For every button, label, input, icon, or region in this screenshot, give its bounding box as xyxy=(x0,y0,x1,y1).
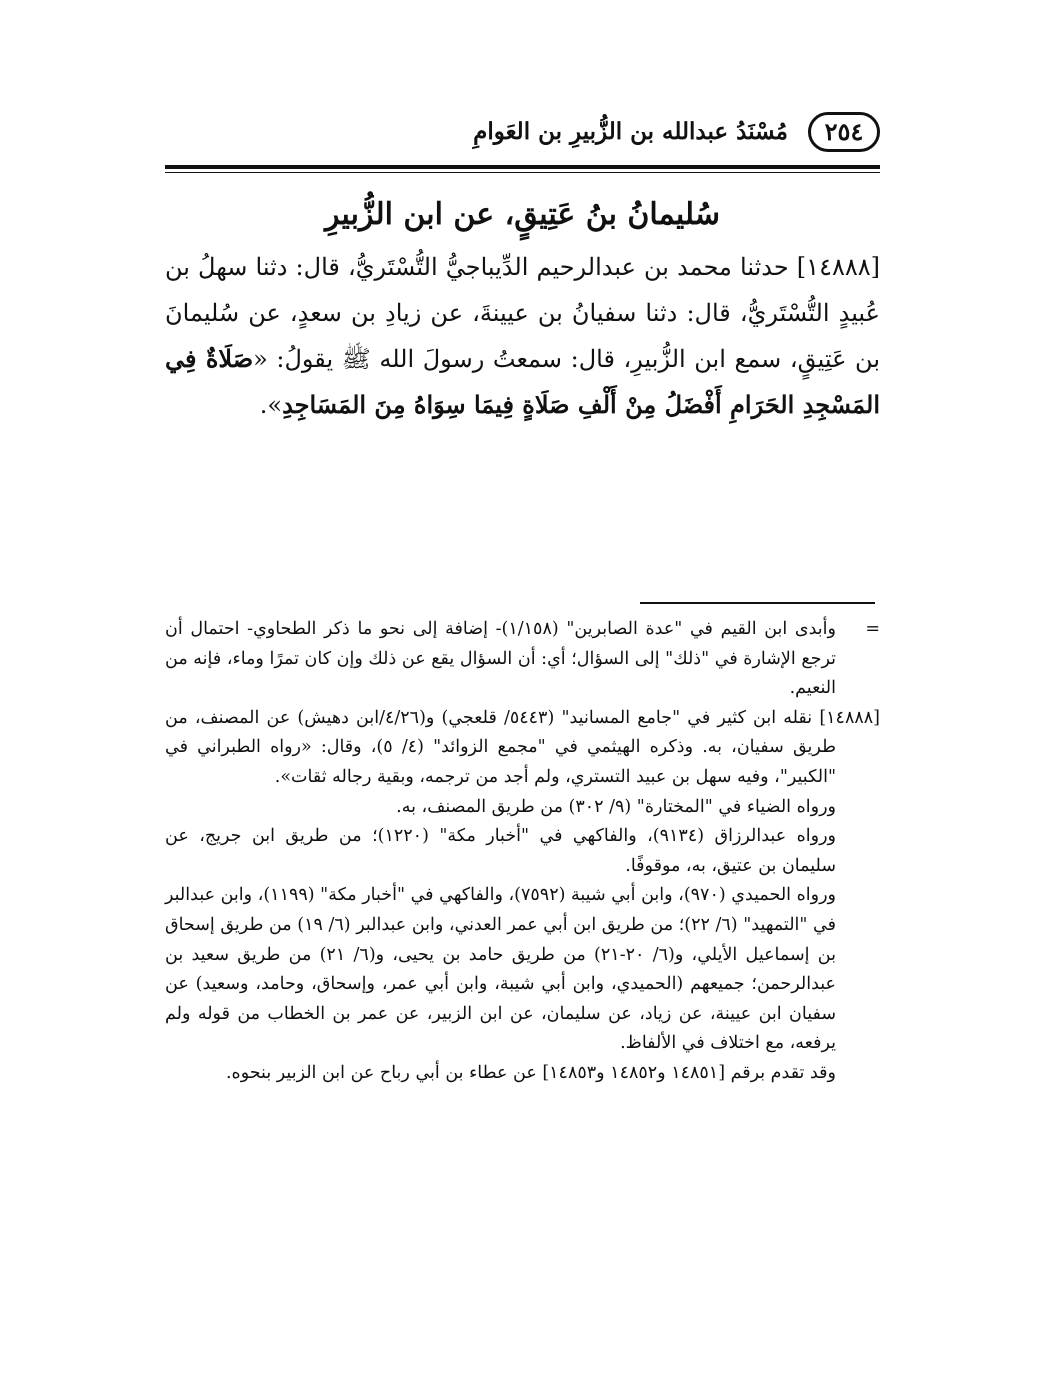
hadith-matn: صَلَاةٌ فِي المَسْجِدِ الحَرَامِ أَفْضَلُ مِنْ أَلْفِ صَلَاةٍ فِيمَا سِوَاهُ مِنَ المَسَاجِدِ xyxy=(165,344,880,419)
page-header xyxy=(165,108,880,158)
footnote-paragraph: وقد تقدم برقم [١٤٨٥١ و١٤٨٥٢ و١٤٨٥٣] عن عطاء بن أبي رباح عن ابن الزبير بنحوه. xyxy=(225,1062,836,1083)
footnote-paragraph: ورواه الضياء في "المختارة" (٩/ ٣٠٢) من طريق المصنف، به. xyxy=(396,796,836,817)
header-rule-thin xyxy=(165,172,880,173)
continuation-marker: = xyxy=(865,619,880,639)
footnote-paragraph: ورواه الحميدي (٩٧٠)، وابن أبي شيبة (٧٥٩٢)، والفاكهي في "أخبار مكة" (١١٩٩)، وابن عبدالبر في "التمهيد" (٦/ ٢٢)؛ من طريق ابن أبي عمر العدني، وابن عبدالبر (٦/ ١٩) من طريق إسحاق بن إسماعيل الأيلي، و(٦/ ٢٠-٢١) من طريق حامد بن يحيى، و(٦/ ٢١) من طريق سعيد بن عبدالرحمن؛ جميعهم (الحميدي، وابن أبي شيبة، وابن أبي عمر، وإسحاق، وحامد، وسعيد) عن سفيان ابن عيينة، عن زياد، عن سليمان، عن ابن الزبير، عن عمر بن الخطاب من قوله ولم يرفعه، مع اختلاف في الألفاظ. xyxy=(165,885,836,1054)
hadith-closing: ». xyxy=(259,391,283,419)
page-number: ٢٥٤ xyxy=(808,112,880,152)
footnotes xyxy=(165,615,880,1089)
chapter-title: سُليمانُ بنُ عَتِيقٍ، عن ابن الزُّبيرِ xyxy=(325,197,720,232)
main-text xyxy=(165,188,880,428)
footnote-separator xyxy=(640,602,875,604)
hadith-isnad: [١٤٨٨٨] حدثنا محمد بن عبدالرحيم الدِّيباجيُّ التُّسْتَريُّ، قال: دثنا سهلُ بن عُبيدٍ التُّسْتَريُّ، قال: دثنا سفيانُ بن عيينةَ، عن زيادِ بن سعدٍ، عن سُليمانَ بن عَتِيقٍ، سمع ابن الزُّبيرِ، قال: سمعتُ رسولَ الله ﷺ يقولُ: « xyxy=(165,253,881,373)
footnote-paragraph xyxy=(165,704,880,793)
footnote-paragraph: ورواه عبدالرزاق (٩١٣٤)، والفاكهي في "أخبار مكة" (١٢٢٠)؛ من طريق ابن جريج، عن سليمان بن عتيق، به، موقوفًا. xyxy=(165,826,836,876)
footnote-continuation-text: وأبدى ابن القيم في "عدة الصابرين" (١/١٥٨)- إضافة إلى نحو ما ذكر الطحاوي- احتمال أن ترجع الإشارة في "ذلك" إلى السؤال؛ أي: أن السؤال يقع عن ذلك وإن كان تمرًا وماء، فإنه من النعيم. xyxy=(165,619,836,699)
footnote-number: [١٤٨٨٨] xyxy=(819,707,880,728)
running-title: مُسْنَدُ عبدالله بن الزُّبيرِ بن العَوامِ xyxy=(473,118,788,145)
footnote-text: نقله ابن كثير في "جامع المسانيد" (٥٤٤٣/ قلعجي) و(٤/٢٦/ابن دهيش) عن المصنف، من طريق سفيان، به. وذكره الهيثمي في "مجمع الزوائد" (٤/ ٥)، وقال: «رواه الطبراني في "الكبير"، وفيه سهل بن عبيد التستري، ولم أجد من ترجمه، وبقية رجاله ثقات». xyxy=(165,707,836,787)
header-rule-thick xyxy=(165,165,880,169)
hadith-text xyxy=(165,244,880,428)
footnote-continuation xyxy=(165,615,880,704)
